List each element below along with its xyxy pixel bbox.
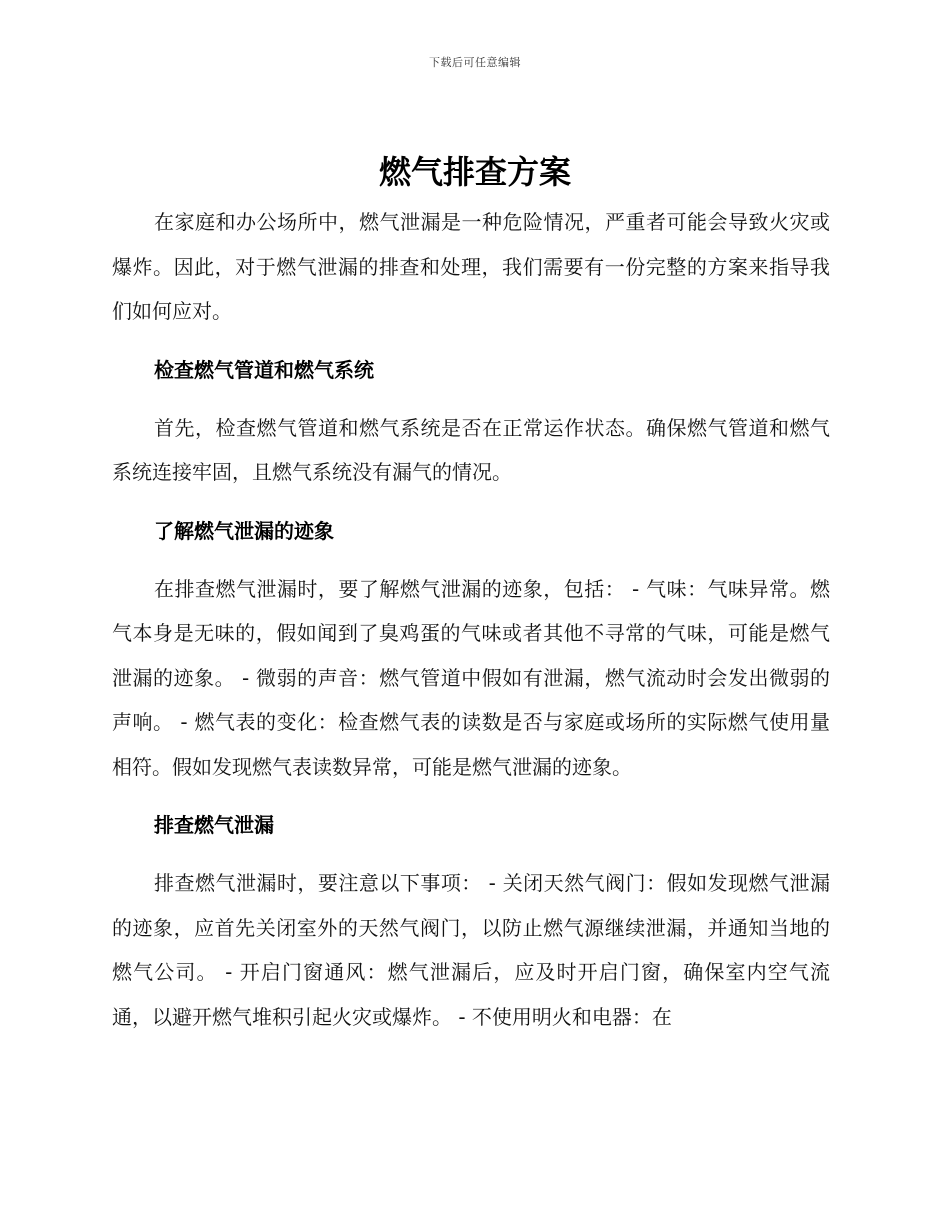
intro-paragraph: 在家庭和办公场所中，燃气泄漏是一种危险情况，严重者可能会导致火灾或爆炸。因此，对于燃气泄漏的排查和处理，我们需要有一份完整的方案来指导我们如何应对。 <box>112 210 830 323</box>
document-title: 燃气排查方案 <box>378 153 571 191</box>
section-heading-leak-signs: 了解燃气泄漏的迹象 <box>154 518 334 543</box>
section-body-leak-signs: 在排查燃气泄漏时，要了解燃气泄漏的迹象，包括： - 气味：气味异常。燃气本身是无味的，假如闻到了臭鸡蛋的气味或者其他不寻常的气味，可能是燃气泄漏的迹象。 - 微弱的声音：燃气管道中假如有泄漏，燃气流动时会发出微弱的声响。 - 燃气表的变化：检查燃气表的读数是否与家庭或场所的实际燃气使用量相符。假如发现燃气表读数异常，可能是燃气泄漏的迹象。 <box>112 576 830 779</box>
document-body <box>112 200 830 1053</box>
section-heading-check-pipes: 检查燃气管道和燃气系统 <box>154 357 374 382</box>
section-body-check-pipes: 首先，检查燃气管道和燃气系统是否在正常运作状态。确保燃气管道和燃气系统连接牢固，且燃气系统没有漏气的情况。 <box>112 415 830 484</box>
page-header-note: 下载后可任意编辑 <box>429 56 521 69</box>
section-body-troubleshoot: 排查燃气泄漏时，要注意以下事项： - 关闭天然气阀门：假如发现燃气泄漏的迹象，应首先关闭室外的天然气阀门，以防止燃气源继续泄漏，并通知当地的燃气公司。 - 开启门窗通风：燃气泄漏后，应及时开启门窗，确保室内空气流通，以避开燃气堆积引起火灾或爆炸。 - 不使用明火和电器：在 <box>112 871 830 1029</box>
section-heading-troubleshoot: 排查燃气泄漏 <box>154 813 274 837</box>
